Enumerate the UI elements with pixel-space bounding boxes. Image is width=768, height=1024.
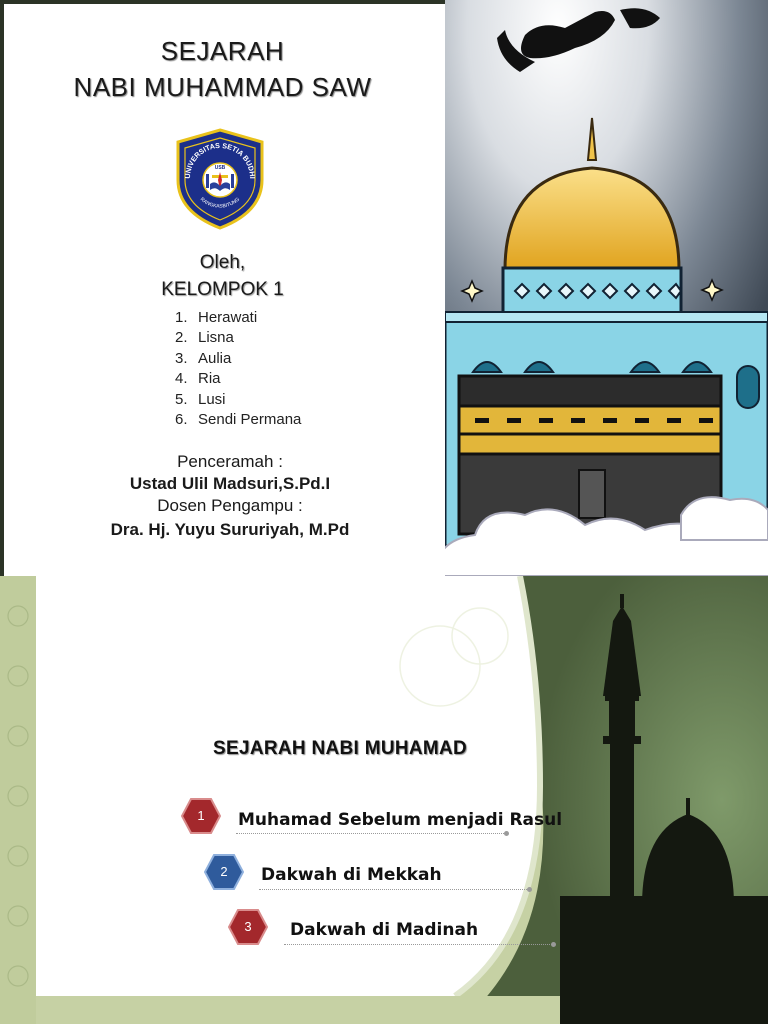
outline-item-1[interactable]: Muhamad Sebelum menjadi Rasul [238, 810, 563, 830]
logo-top-text: UNIVERSITAS SETIA BUDHI [182, 140, 258, 179]
item-number: 1 [197, 808, 205, 823]
divider [259, 889, 529, 890]
outline-item-3[interactable]: Dakwah di Madinah [290, 920, 479, 940]
penceramah-label: Penceramah : [177, 452, 283, 471]
logo-usb-text: USB [214, 165, 226, 171]
member-list [175, 308, 301, 430]
divider-dot [504, 831, 509, 836]
dosen-label: Dosen Pengampu : [157, 496, 303, 515]
list-item: 3. Aulia [175, 349, 232, 367]
mosque-background [0, 576, 768, 1024]
divider-dot [551, 942, 556, 947]
slide-title-line1: SEJARAH [160, 36, 285, 66]
list-item: 2. Lisna [175, 329, 234, 347]
kelompok-label: KELOMPOK 1 [161, 279, 284, 300]
divider-dot [527, 887, 532, 892]
list-item: 4. Ria [175, 370, 221, 388]
kaaba-illustration [445, 0, 768, 576]
slide-title-line2: NABI MUHAMMAD SAW [73, 72, 372, 102]
slide-outline [0, 576, 768, 1024]
item-number: 3 [244, 919, 252, 934]
list-item: 6. Sendi Permana [175, 411, 302, 429]
outline-item-2[interactable]: Dakwah di Mekkah [261, 865, 442, 885]
list-item: 1. Herawati [175, 309, 258, 326]
university-logo [170, 128, 270, 230]
divider [284, 944, 554, 945]
dosen-name: Dra. Hj. Yuyu Sururiyah, M.Pd [110, 520, 350, 539]
outline-title: SEJARAH NABI MUHAMAD [213, 738, 468, 759]
list-item: 5. Lusi [175, 390, 226, 408]
item-number: 2 [220, 864, 228, 879]
logo-bottom-text: RANGKASBITUNG [198, 196, 242, 210]
penceramah-name: Ustad Ulil Madsuri,S.Pd.I [129, 474, 331, 493]
divider [236, 833, 506, 834]
oleh-label: Oleh, [199, 252, 246, 273]
